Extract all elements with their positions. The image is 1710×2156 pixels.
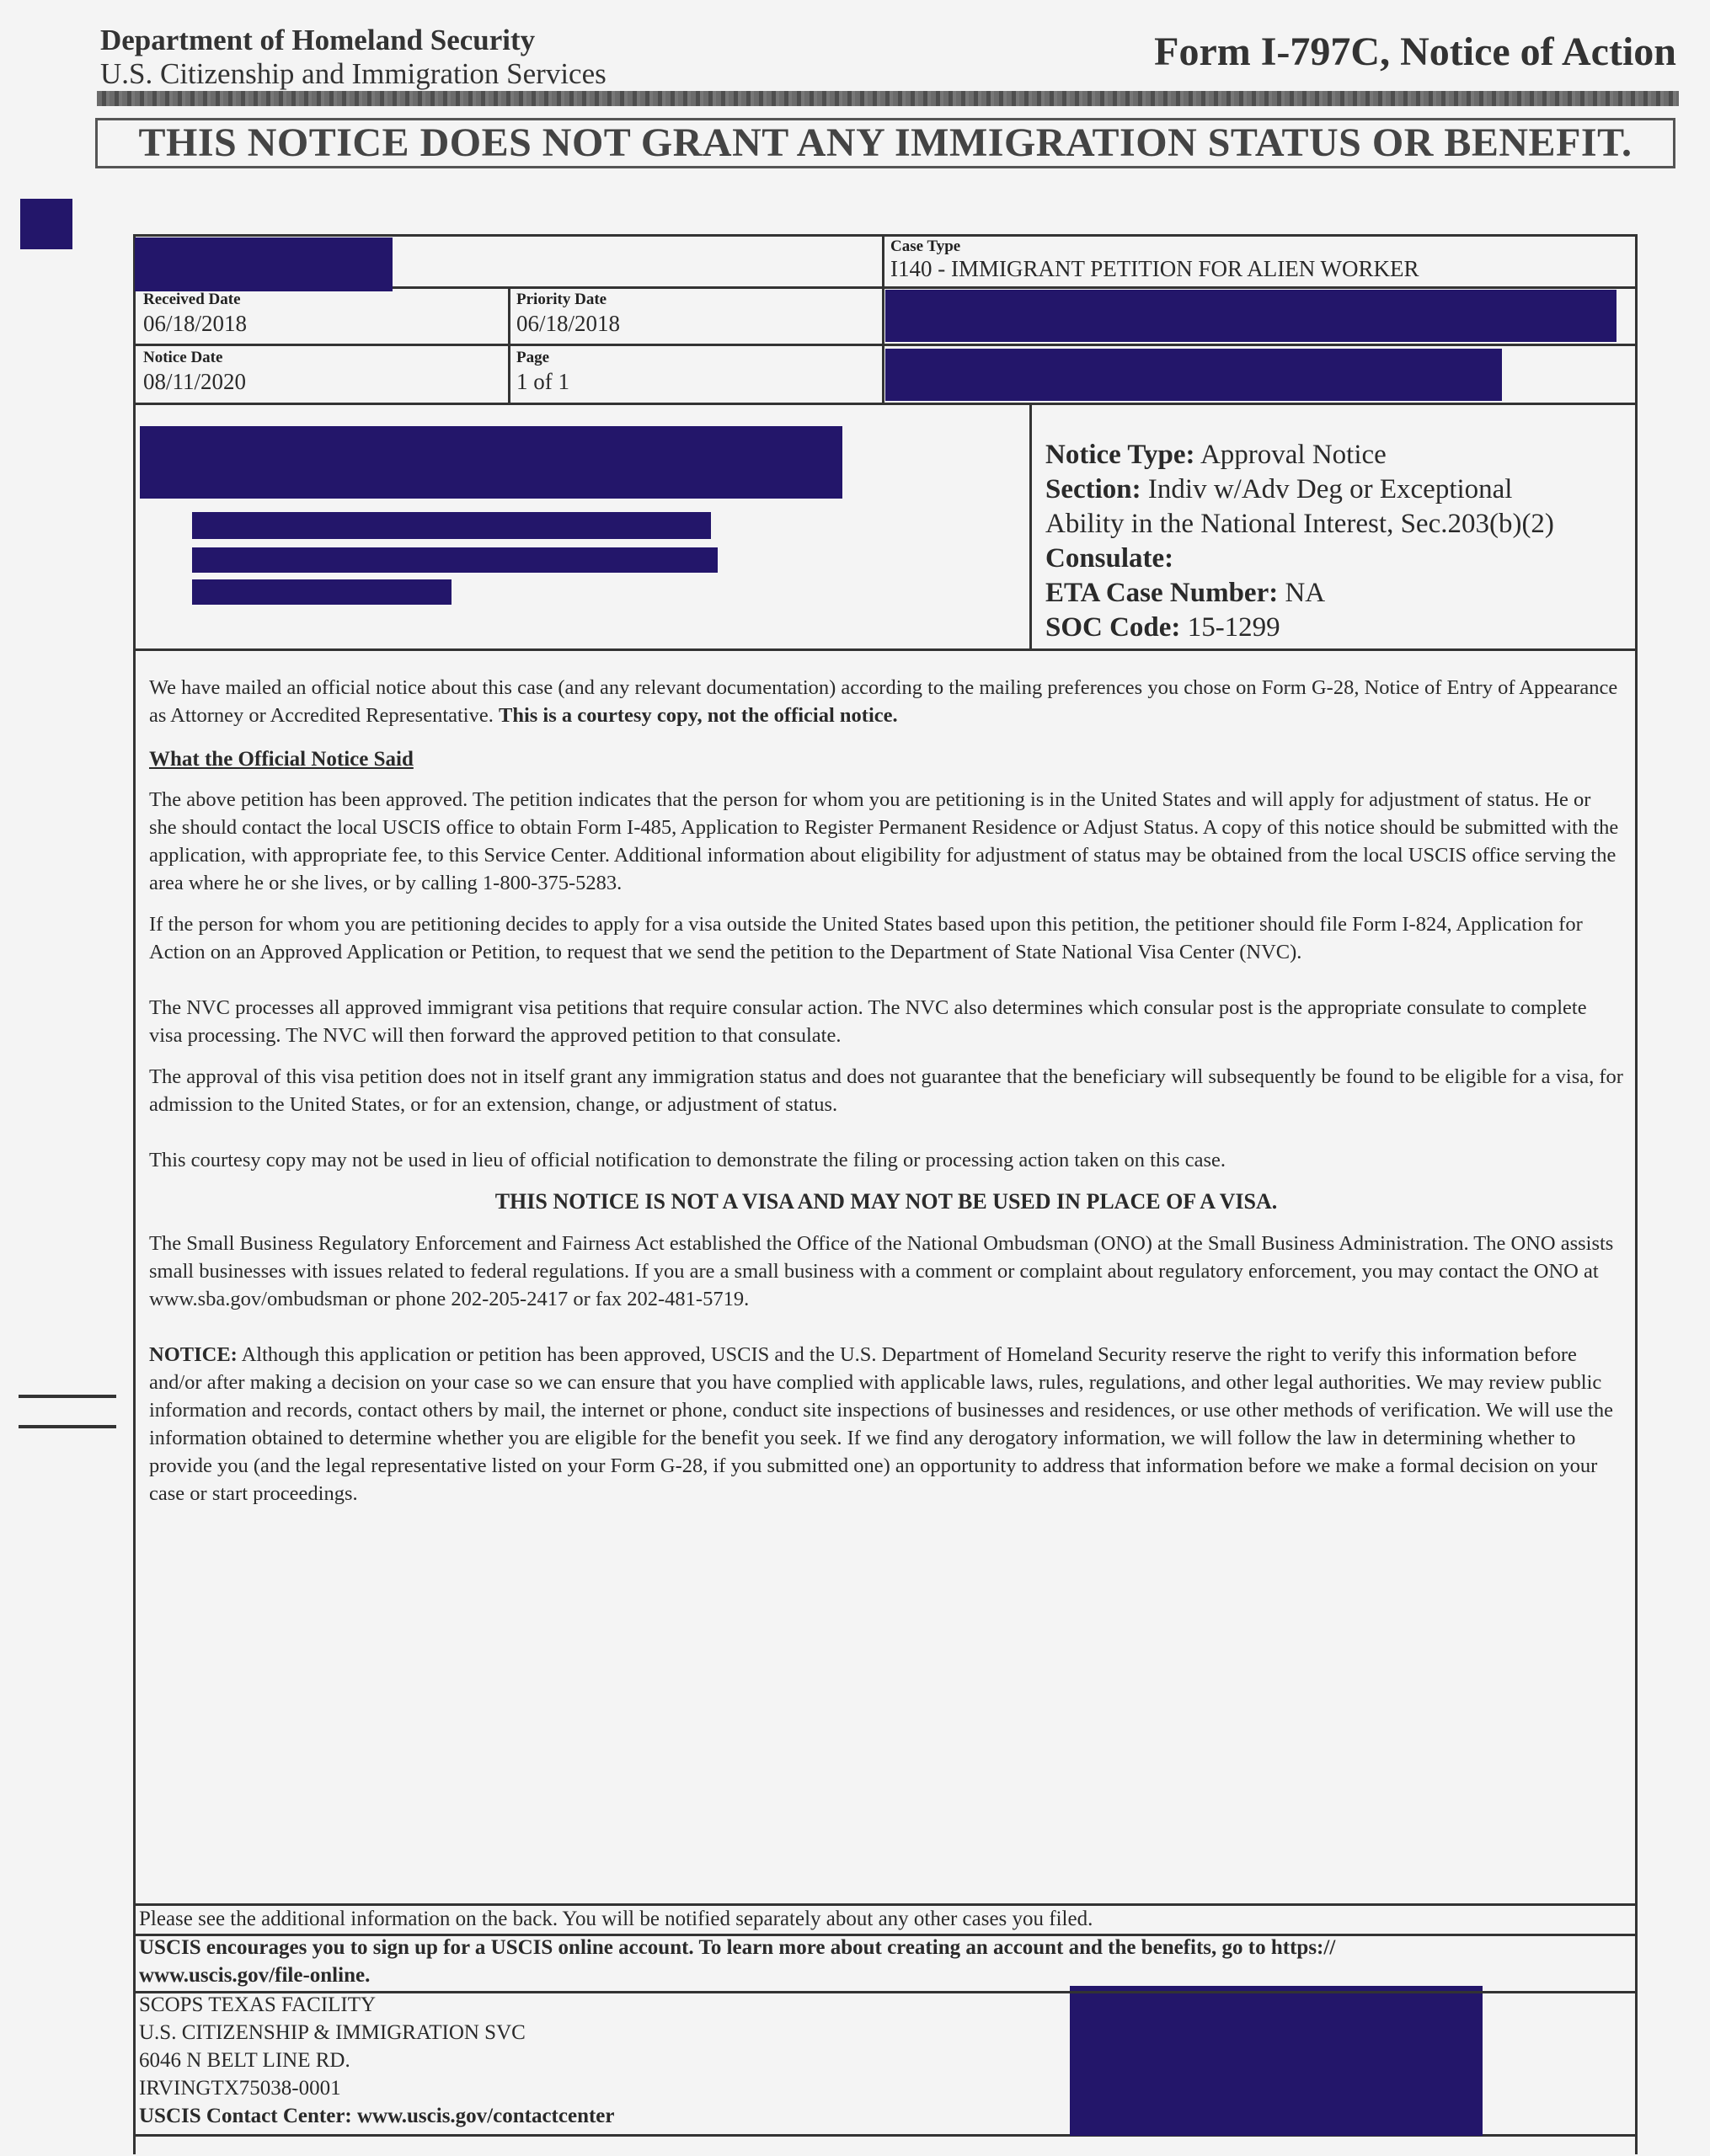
header-rule	[97, 91, 1679, 106]
grid-v2	[508, 286, 510, 404]
redacted-petitioner	[885, 349, 1502, 401]
online-line-2: www.uscis.gov/file-online.	[139, 1964, 371, 1987]
margin-mark-1	[19, 1395, 116, 1398]
online-line-1: USCIS encourages you to sign up for a USCIS online account. To learn more about creating an account and the benefits, go to https://	[139, 1936, 1336, 1959]
redacted-address-line-2	[192, 547, 718, 573]
redacted-signature-block	[1070, 1986, 1483, 2136]
grid-h4	[133, 648, 1638, 651]
margin-mark-2	[19, 1425, 116, 1428]
soc-label: SOC Code:	[1045, 612, 1181, 643]
redacted-address-line-1	[192, 512, 711, 539]
intro-bold-text: This is a courtesy copy, not the official notice.	[499, 704, 898, 727]
agency-name: U.S. Citizenship and Immigration Services	[100, 57, 607, 90]
notice-text: Although this application or petition has been approved, USCIS and the U.S. Department of Homeland Security reserve the right to verify this information before and/or after making a decision on your case so we can ensure that you have complied with applicable laws, rules, regulations, and other legal authorities. We may review public information and records, contact others by mail, the internet or phone, conduct site inspections of businesses and residences, or use other methods of verification. We will use the information obtained to determine whether you are eligible for the benefit you seek. If we find any derogatory information, we will follow the law in determining whether to provide you (and the legal representative listed on your Form G-28, if you submitted one) an opportunity to address that information before we make a formal decision on your case or start proceedings.	[149, 1343, 1613, 1505]
nvc-paragraph: The NVC processes all approved immigrant visa petitions that require consular action. The NVC also determines which consular post is the appropriate consulate to complete visa processing. The NVC will then forward the approved petition to that consulate.	[149, 996, 1587, 1047]
notice-label: NOTICE:	[149, 1343, 238, 1366]
intro-text: We have mailed an official notice about this case (and any relevant documentation) according to the mailing preferences you chose on Form G-28, Notice of Entry of Appearance as Attorney or Accredited Representative.	[149, 676, 1618, 727]
priority-date-value: 06/18/2018	[516, 311, 621, 336]
notice-type-label: Notice Type:	[1045, 440, 1195, 470]
corner-redaction-mark	[20, 199, 72, 249]
courtesy-copy-paragraph: This courtesy copy may not be used in lieu of official notification to demonstrate the filing or processing action taken on this case.	[149, 1149, 1226, 1171]
address-line-4: IRVINGTX75038-0001	[139, 2077, 341, 2100]
grid-v1	[882, 234, 884, 404]
soc-value: 15-1299	[1187, 612, 1280, 643]
box-left	[133, 234, 136, 2154]
additional-info-line: Please see the additional information on the back. You will be notified separately about any other cases you filed.	[139, 1908, 1093, 1930]
section-label: Section:	[1045, 474, 1141, 504]
redacted-address-line-3	[192, 579, 452, 605]
eta-value: NA	[1285, 578, 1326, 608]
section-value: Indiv w/Adv Deg or Exceptional	[1147, 474, 1513, 504]
grid-h2	[133, 344, 1638, 346]
status-banner: THIS NOTICE DOES NOT GRANT ANY IMMIGRATION STATUS OR BENEFIT.	[95, 118, 1675, 168]
no-status-paragraph: The approval of this visa petition does not in itself grant any immigration status and does not guarantee that the beneficiary will subsequently be found to be eligible for a visa, for admission to the United States, or for an extension, change, or adjustment of status.	[149, 1065, 1623, 1116]
contact-label: USCIS Contact Center:	[139, 2105, 352, 2127]
form-title: Form I-797C, Notice of Action	[1154, 29, 1676, 74]
official-notice-heading: What the Official Notice Said	[149, 748, 414, 771]
notice-type	[1045, 438, 1387, 472]
address-line-3: 6046 N BELT LINE RD.	[139, 2049, 350, 2072]
eta-case-number	[1045, 576, 1325, 611]
address-line-1: SCOPS TEXAS FACILITY	[139, 1993, 377, 2016]
priority-date-label: Priority Date	[516, 291, 607, 308]
box-right	[1635, 234, 1638, 2154]
return-address	[139, 1991, 615, 2130]
soc-code	[1045, 611, 1280, 645]
box-top	[133, 234, 1638, 237]
visa-outside-paragraph: If the person for whom you are petitioning decides to apply for a visa outside the United States based upon this petition, the petitioner should file Form I-824, Application for Action on an Approved Application or Petition, to request that we send the petition to the Department of State National Visa Center (NVC).	[149, 913, 1583, 963]
approval-paragraph: The above petition has been approved. The petition indicates that the person for whom you are petitioning is in the United States and will apply for adjustment of status. He or she should contact the local USCIS office to obtain Form I-485, Application to Register Permanent Residence or Adjust Status. A copy of this notice should be submitted with the application, with appropriate fee, to this Service Center. Additional information about eligibility for adjustment of status may be obtained from the local USCIS office serving the area where he or she lives, or by calling 1-800-375-5283.	[149, 788, 1619, 894]
section	[1045, 472, 1512, 507]
not-a-visa-warning: THIS NOTICE IS NOT A VISA AND MAY NOT BE USED IN PLACE OF A VISA.	[494, 1189, 1278, 1214]
eta-label: ETA Case Number:	[1045, 578, 1279, 608]
notice-type-value: Approval Notice	[1200, 440, 1387, 470]
consulate	[1045, 542, 1173, 576]
received-date-label: Received Date	[143, 291, 241, 308]
section-continued: Ability in the National Interest, Sec.203(b)(2)	[1045, 509, 1554, 539]
received-date-value: 06/18/2018	[143, 311, 248, 336]
intro-paragraph	[149, 674, 1623, 729]
redacted-recipient-name	[140, 426, 842, 499]
grid-h3	[133, 403, 1638, 405]
address-line-2: U.S. CITIZENSHIP & IMMIGRATION SVC	[139, 2021, 526, 2044]
contact-center	[139, 2102, 615, 2130]
verification-notice	[149, 1341, 1623, 1508]
redacted-beneficiary	[885, 290, 1616, 342]
online-account-notice	[139, 1934, 1622, 1989]
contact-url: www.uscis.gov/contactcenter	[357, 2105, 615, 2127]
notice-date-value: 08/11/2020	[143, 369, 247, 394]
grid-v3	[1029, 403, 1032, 650]
case-type-label: Case Type	[890, 237, 961, 255]
page-label: Page	[516, 349, 550, 366]
notice-date-label: Notice Date	[143, 349, 223, 366]
page-value: 1 of 1	[516, 369, 569, 394]
ombudsman-paragraph: The Small Business Regulatory Enforcement and Fairness Act established the Office of the National Ombudsman (ONO) at the Small Business Administration. The ONO assists small businesses with issues related to federal regulations. If you are a small business with a comment or complaint about regulatory enforcement, you may contact the ONO at www.sba.gov/ombudsman or phone 202-205-2417 or fax 202-481-5719.	[149, 1232, 1614, 1310]
consulate-label: Consulate:	[1045, 543, 1174, 574]
redacted-receipt-number	[135, 237, 393, 291]
case-type-value: I140 - IMMIGRANT PETITION FOR ALIEN WORKER	[890, 256, 1419, 281]
department-name: Department of Homeland Security	[100, 24, 536, 56]
